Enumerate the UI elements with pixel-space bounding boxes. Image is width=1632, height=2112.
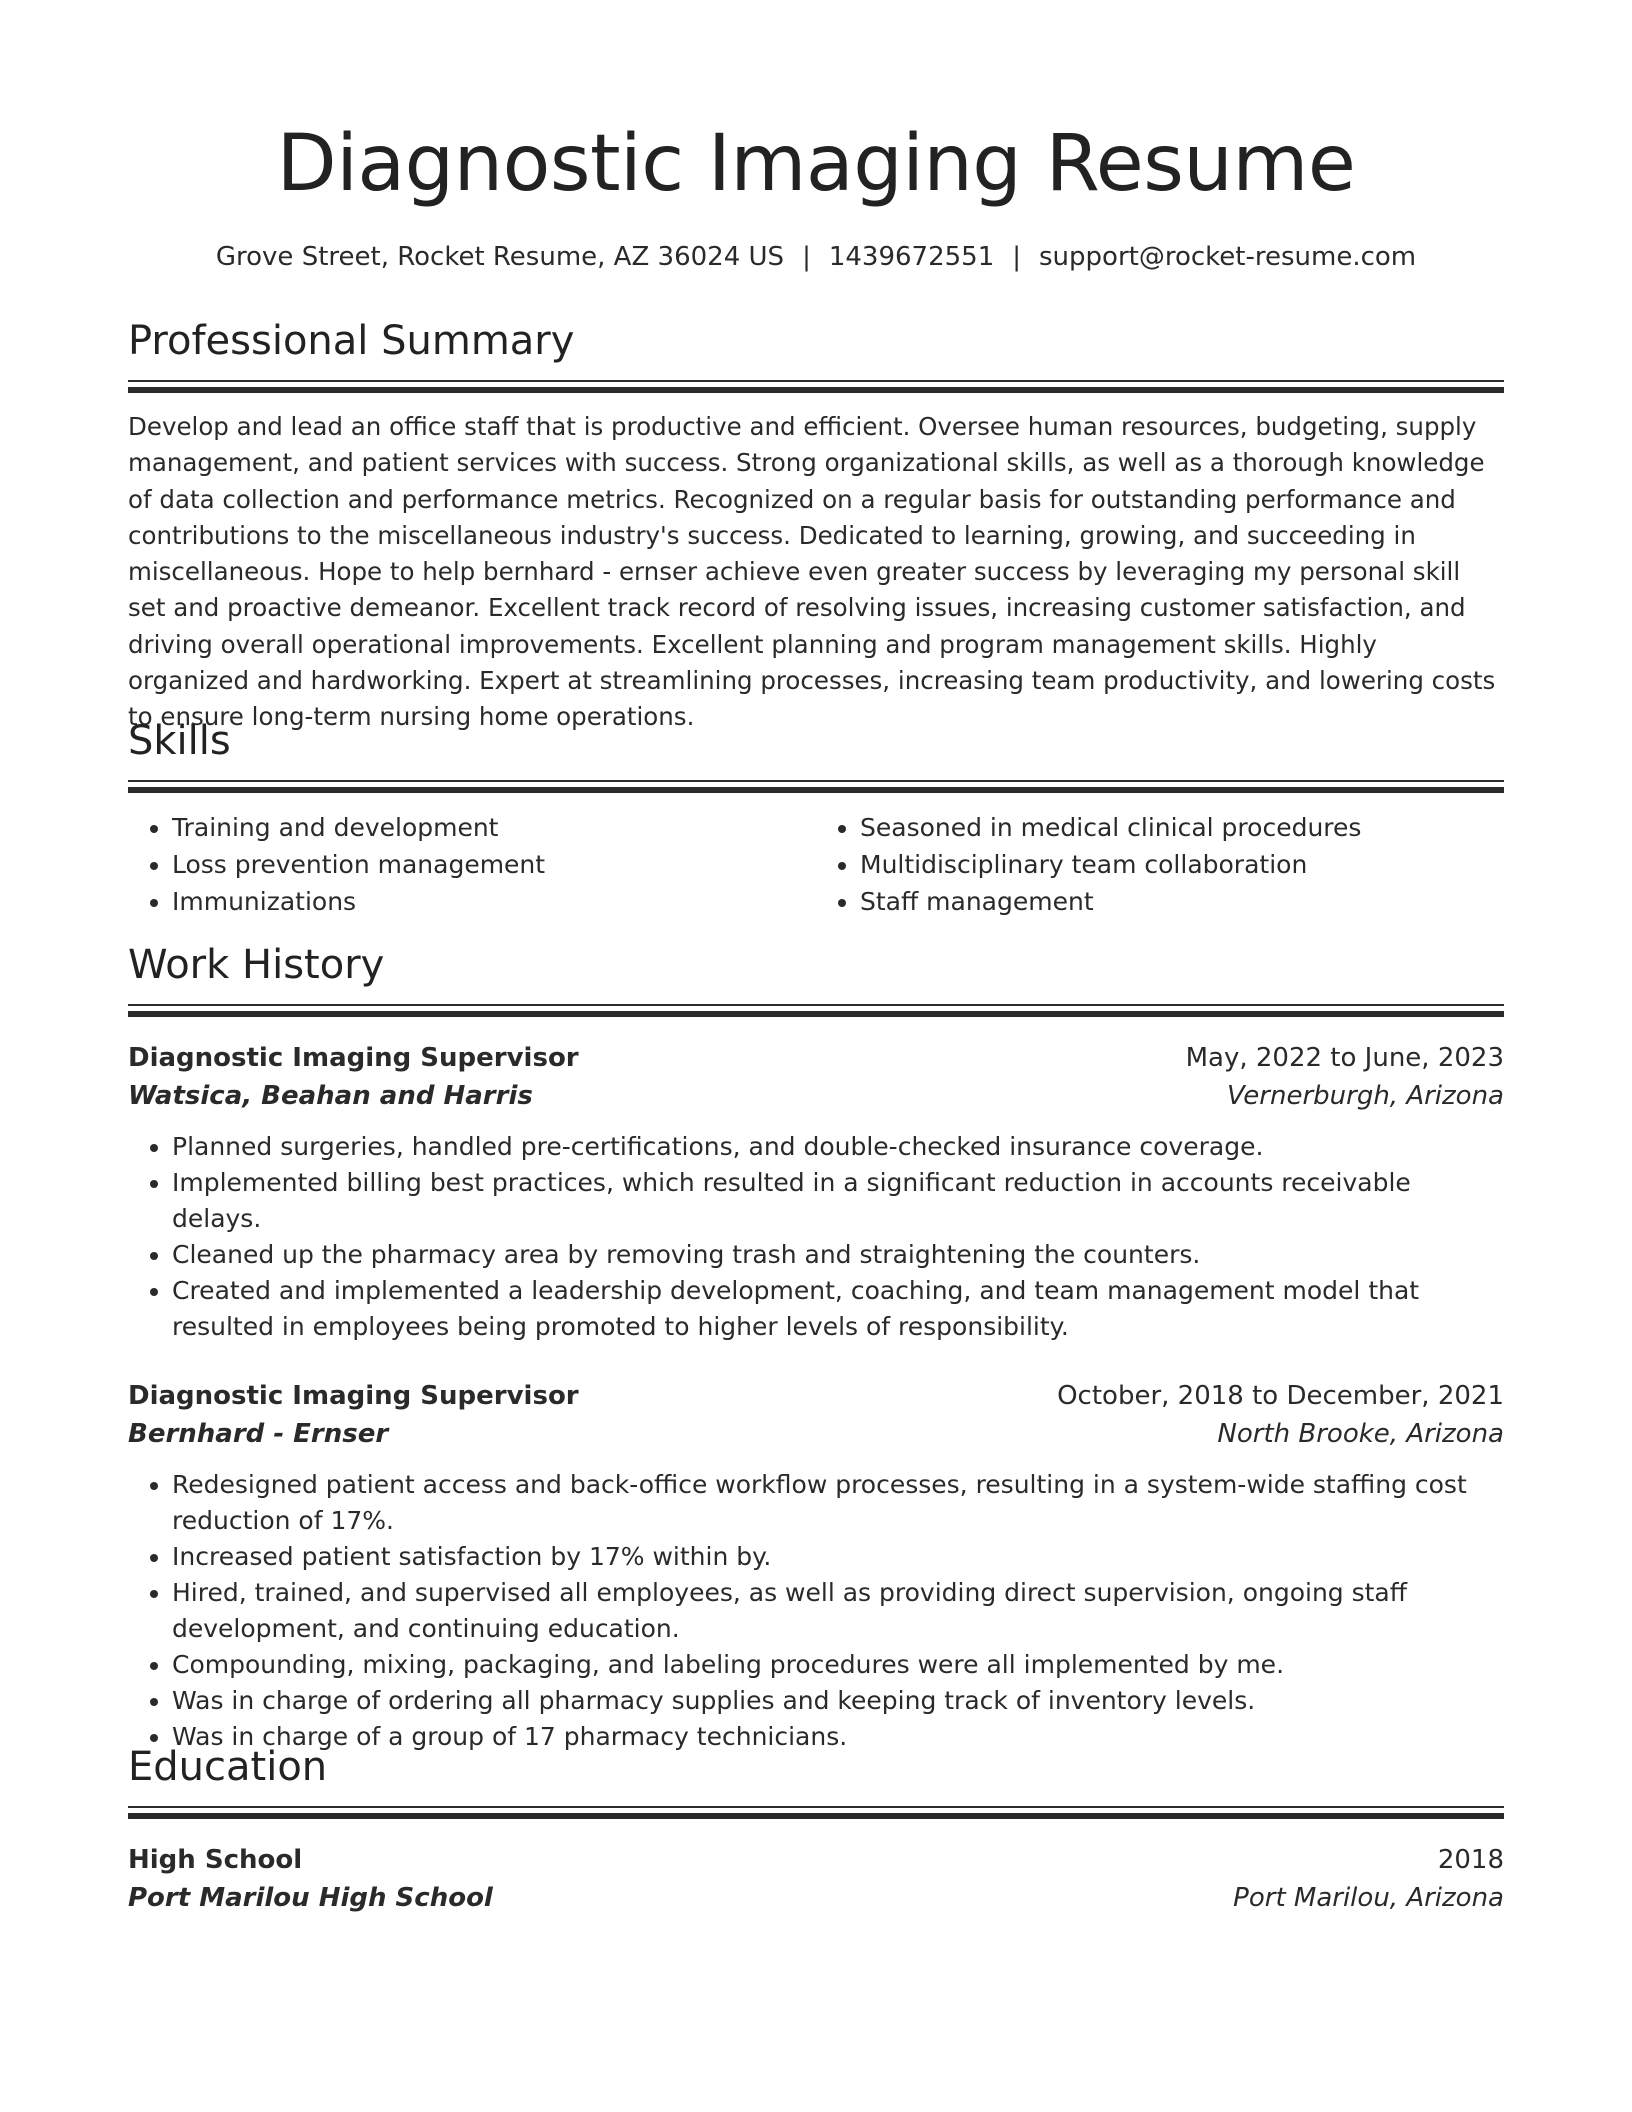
skills-section (128, 714, 1504, 920)
job-company: Bernhard - Ernser (128, 1419, 389, 1449)
job-location: North Brooke, Arizona (1217, 1419, 1504, 1449)
education-header (128, 1841, 1504, 1879)
job-title: Diagnostic Imaging Supervisor (128, 1381, 579, 1411)
skill-item: • Immunizations (172, 883, 816, 920)
duty-item: • Planned surgeries, handled pre-certifications, and double-checked insurance coverage. (172, 1129, 1504, 1165)
job-header (128, 1039, 1504, 1077)
skill-item: • Seasoned in medical clinical procedures (860, 809, 1504, 846)
duty-item: • Increased patient satisfaction by 17% within by. (172, 1539, 1504, 1575)
duty-item: • Redesigned patient access and back-office workflow processes, resulting in a system-wide staffing cost reduction of 17%. (172, 1467, 1504, 1539)
skills-list (128, 809, 1504, 920)
contact-phone: 1439672551 (828, 242, 995, 272)
duty-item: • Hired, trained, and supervised all employees, as well as providing direct supervision, ongoing staff development, and continuing education. (172, 1575, 1504, 1647)
summary-heading: Professional Summary (128, 318, 575, 364)
education-degree: High School (128, 1845, 303, 1875)
job-duties (128, 1467, 1504, 1755)
resume-title: Diagnostic Imaging Resume (276, 119, 1356, 209)
skill-item: • Multidisciplinary team collaboration (860, 846, 1504, 883)
education-entry (128, 1841, 1504, 1917)
contact-line (128, 240, 1504, 274)
education-section (128, 1740, 1504, 1917)
skill-item: • Staff management (860, 883, 1504, 920)
duty-item: • Was in charge of ordering all pharmacy supplies and keeping track of inventory levels. (172, 1683, 1504, 1719)
duty-item: • Was in charge of a group of 17 pharmacy technicians. (172, 1719, 1504, 1755)
job-title: Diagnostic Imaging Supervisor (128, 1043, 579, 1073)
skills-heading: Skills (128, 718, 231, 764)
job-subheader (128, 1077, 1504, 1115)
skill-item: • Training and development (172, 809, 816, 846)
work-history-heading: Work History (128, 942, 385, 988)
section-divider (128, 380, 1504, 395)
contact-separator: | (1012, 242, 1022, 272)
contact-email: support@rocket-resume.com (1039, 242, 1417, 272)
section-divider (128, 1004, 1504, 1019)
summary-text: Develop and lead an office staff that is productive and efficient. Oversee human resources, budgeting, supply management, and patient services with success. Strong organizational skills, as well as a thorough knowledge of data collection and performance metrics. Recognized on a regular basis for outstanding performance and contributions to the miscellaneous industry's success. Dedicated to learning, growing, and succeeding in miscellaneous. Hope to help bernhard - ernser achieve even greater success by leveraging my personal skill set and proactive demeanor. Excellent track record of resolving issues, increasing customer satisfaction, and driving overall operational improvements. Excellent planning and program management skills. Highly organized and hardworking. Expert at streamlining processes, increasing team productivity, and lowering costs to ensure long-term nursing home operations. (128, 412, 1496, 732)
job-location: Vernerburgh, Arizona (1227, 1081, 1504, 1111)
duty-item: • Implemented billing best practices, which resulted in a significant reduction in accounts receivable delays. (172, 1165, 1504, 1237)
summary-section (128, 314, 1504, 736)
duty-item: • Cleaned up the pharmacy area by removing trash and straightening the counters. (172, 1237, 1504, 1273)
job-entry (128, 1039, 1504, 1345)
job-dates: October, 2018 to December, 2021 (1057, 1381, 1504, 1411)
section-divider (128, 1806, 1504, 1821)
education-heading: Education (128, 1744, 328, 1790)
skill-item: • Loss prevention management (172, 846, 816, 883)
job-header (128, 1377, 1504, 1415)
skills-column-left (128, 809, 816, 920)
job-duties (128, 1129, 1504, 1345)
job-subheader (128, 1415, 1504, 1453)
duty-item: • Compounding, mixing, packaging, and labeling procedures were all implemented by me. (172, 1647, 1504, 1683)
section-divider (128, 780, 1504, 795)
job-entry (128, 1377, 1504, 1755)
job-dates: May, 2022 to June, 2023 (1185, 1043, 1504, 1073)
skills-column-right (816, 809, 1504, 920)
education-school: Port Marilou High School (128, 1883, 493, 1913)
work-history-section (128, 938, 1504, 1755)
contact-address: Grove Street, Rocket Resume, AZ 36024 US (215, 242, 785, 272)
education-location: Port Marilou, Arizona (1233, 1883, 1504, 1913)
duty-item: • Created and implemented a leadership development, coaching, and team management model that resulted in employees being promoted to higher levels of responsibility. (172, 1273, 1504, 1345)
education-subheader (128, 1879, 1504, 1917)
job-company: Watsica, Beahan and Harris (128, 1081, 533, 1111)
education-year: 2018 (1437, 1845, 1504, 1875)
contact-separator: | (802, 242, 811, 272)
